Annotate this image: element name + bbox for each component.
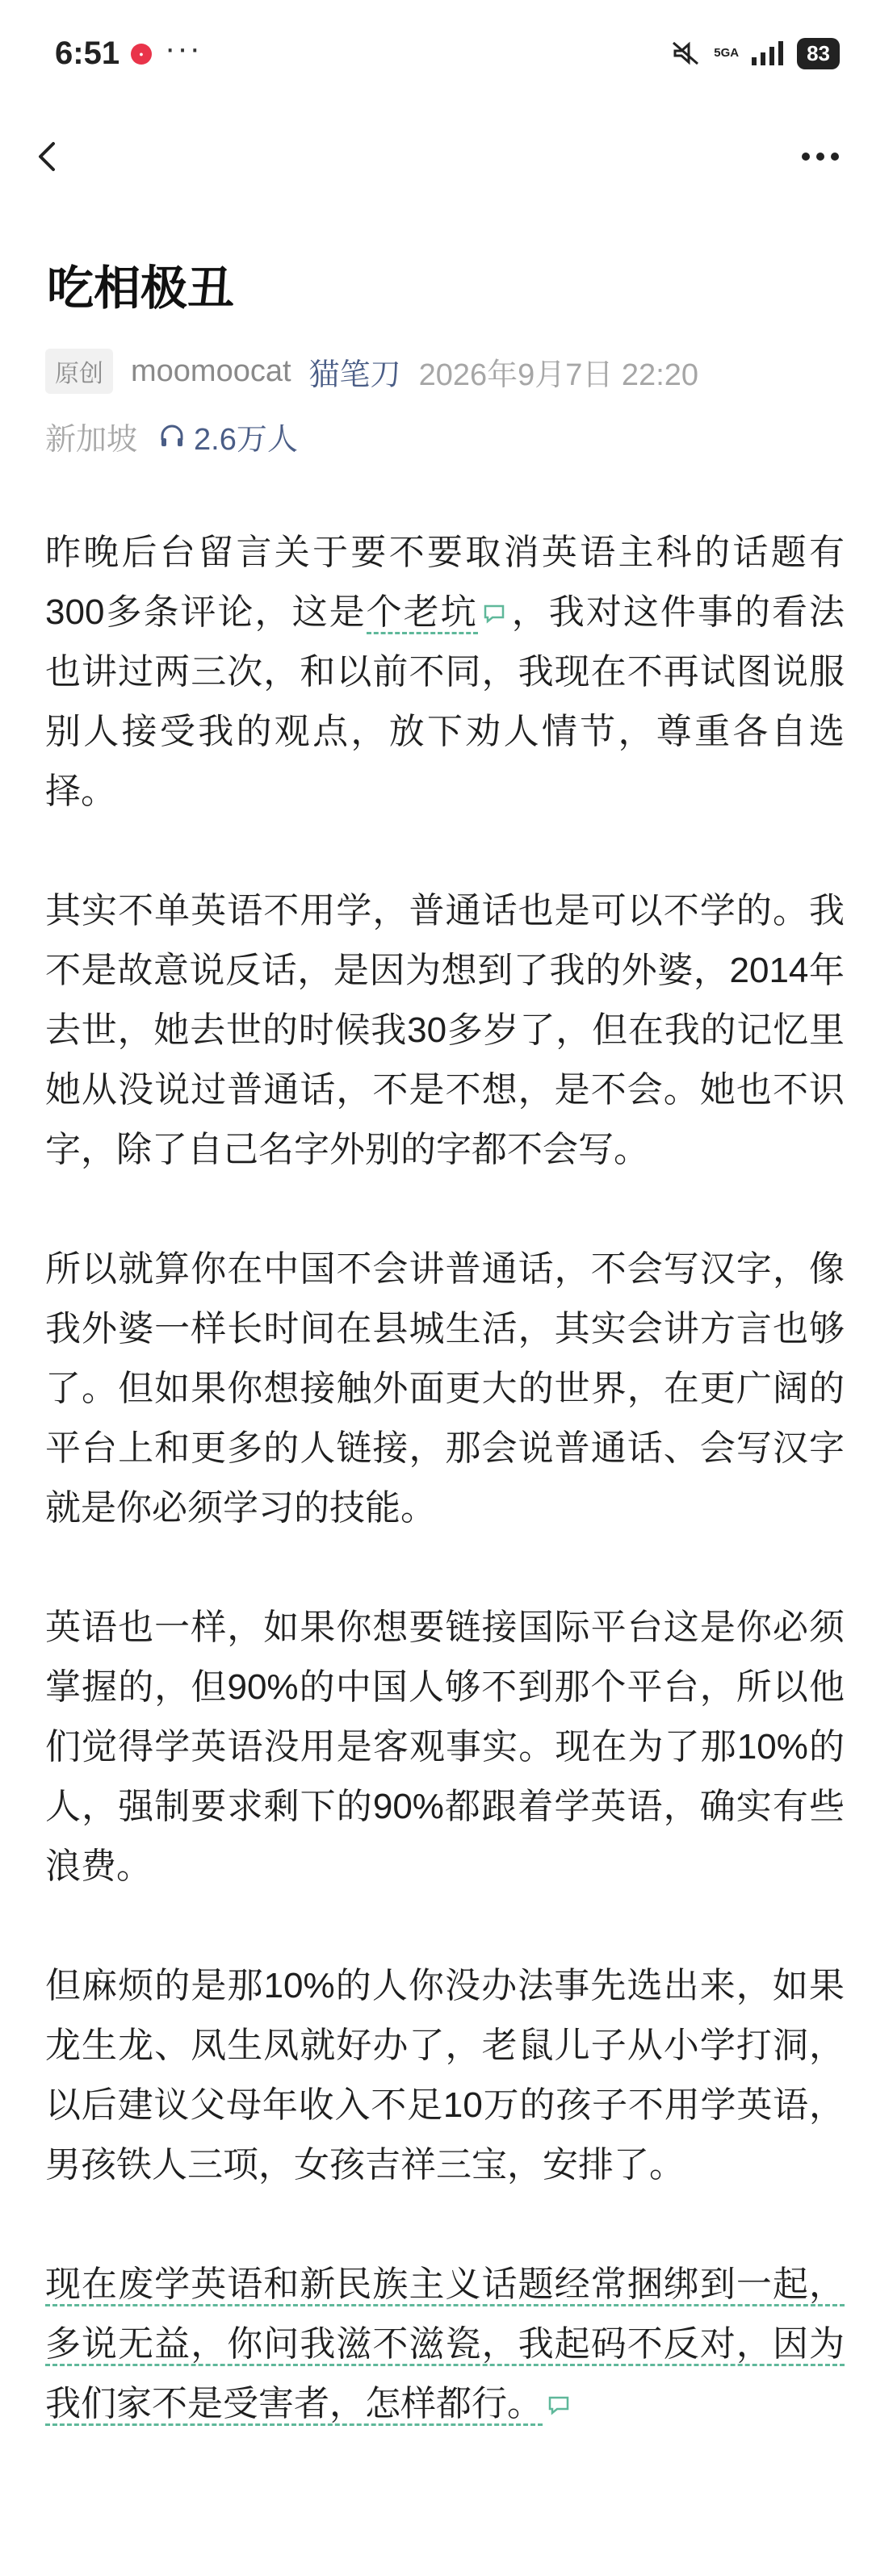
channel-link[interactable]: 猫笔刀 <box>308 358 401 392</box>
top-nav <box>0 113 872 202</box>
paragraph-text: ，我对这件事的看法也讲过两三次，和以前不同，我现在不再试图说服别人接受我的观点，放下劝人情节，尊重各自选择。 <box>45 592 845 811</box>
highlighted-paragraph-text[interactable]: 现在废学英语和新民族主义话题经常捆绑到一起，多说无益，你问我滋不滋瓷，我起码不反对，因为我们家不是受害者，怎样都行。 <box>45 2264 845 2426</box>
status-icons <box>670 37 840 69</box>
article-meta-secondary <box>45 412 298 460</box>
comment-icon[interactable] <box>483 604 505 625</box>
listen-button[interactable] <box>158 414 298 458</box>
paragraph: 其实不单英语不用学，普通话也是可以不学的。我不是故意说反话，是因为想到了我的外婆，2014年去世，她去世的时候我30多岁了，但在我的记忆里她从没说过普通话，不是不想，是不会。她也不识字，除了自己名字外别的字都不会写。 <box>45 891 845 1169</box>
listen-count: 2.6万人 <box>194 422 298 457</box>
status-time: 6:51 <box>55 36 120 71</box>
paragraph-text: 昨晚后台留言关于要不要取消英语主科的话题有300多条评论，这是 <box>45 533 845 632</box>
status-bar <box>0 0 872 113</box>
more-dots-icon <box>788 132 853 181</box>
mute-icon <box>670 40 702 67</box>
back-button[interactable] <box>24 132 73 181</box>
highlight-link[interactable]: 个老坑 <box>367 592 478 634</box>
article-meta <box>45 347 698 395</box>
chevron-left-icon <box>24 132 73 181</box>
publish-date: 2026年9月7日 22:20 <box>418 358 699 392</box>
comment-icon[interactable] <box>547 2395 570 2416</box>
status-more-indicator: ··· <box>165 31 202 66</box>
paragraph <box>45 523 845 822</box>
headphones-icon <box>158 422 186 450</box>
more-button[interactable] <box>788 132 853 181</box>
paragraph: 英语也一样，如果你想要链接国际平台这是你必须掌握的，但90%的中国人够不到那个平台，所以他们觉得学英语没用是客观事实。现在为了那10%的人，强制要求剩下的90%都跟着学英语，确实有些浪费。 <box>45 1608 845 1886</box>
signal-icon <box>750 40 786 67</box>
paragraph <box>45 2255 845 2434</box>
paragraph: 但麻烦的是那10%的人你没办法事先选出来，如果龙生龙、凤生凤就好办了，老鼠儿子从小学打洞，以后建议父母年收入不足10万的孩子不用学英语，男孩铁人三项，女孩吉祥三宝，安排了。 <box>45 1966 845 2185</box>
article-title: 吃相极丑 <box>47 262 235 315</box>
location: 新加坡 <box>45 422 138 457</box>
app-notification-icon: ● <box>131 44 152 65</box>
network-label: 5GA <box>714 46 740 60</box>
author-name: moomoocat <box>131 353 291 388</box>
article-body <box>45 523 845 2494</box>
paragraph: 所以就算你在中国不会讲普通话，不会写汉字，像我外婆一样长时间在县城生活，其实会讲方言也够了。但如果你想接触外面更大的世界，在更广阔的平台上和更多的人链接，那会说普通话、会写汉字就是你必须学习的技能。 <box>45 1249 845 1528</box>
original-badge: 原创 <box>45 349 113 394</box>
battery-indicator: 83 <box>797 38 840 69</box>
